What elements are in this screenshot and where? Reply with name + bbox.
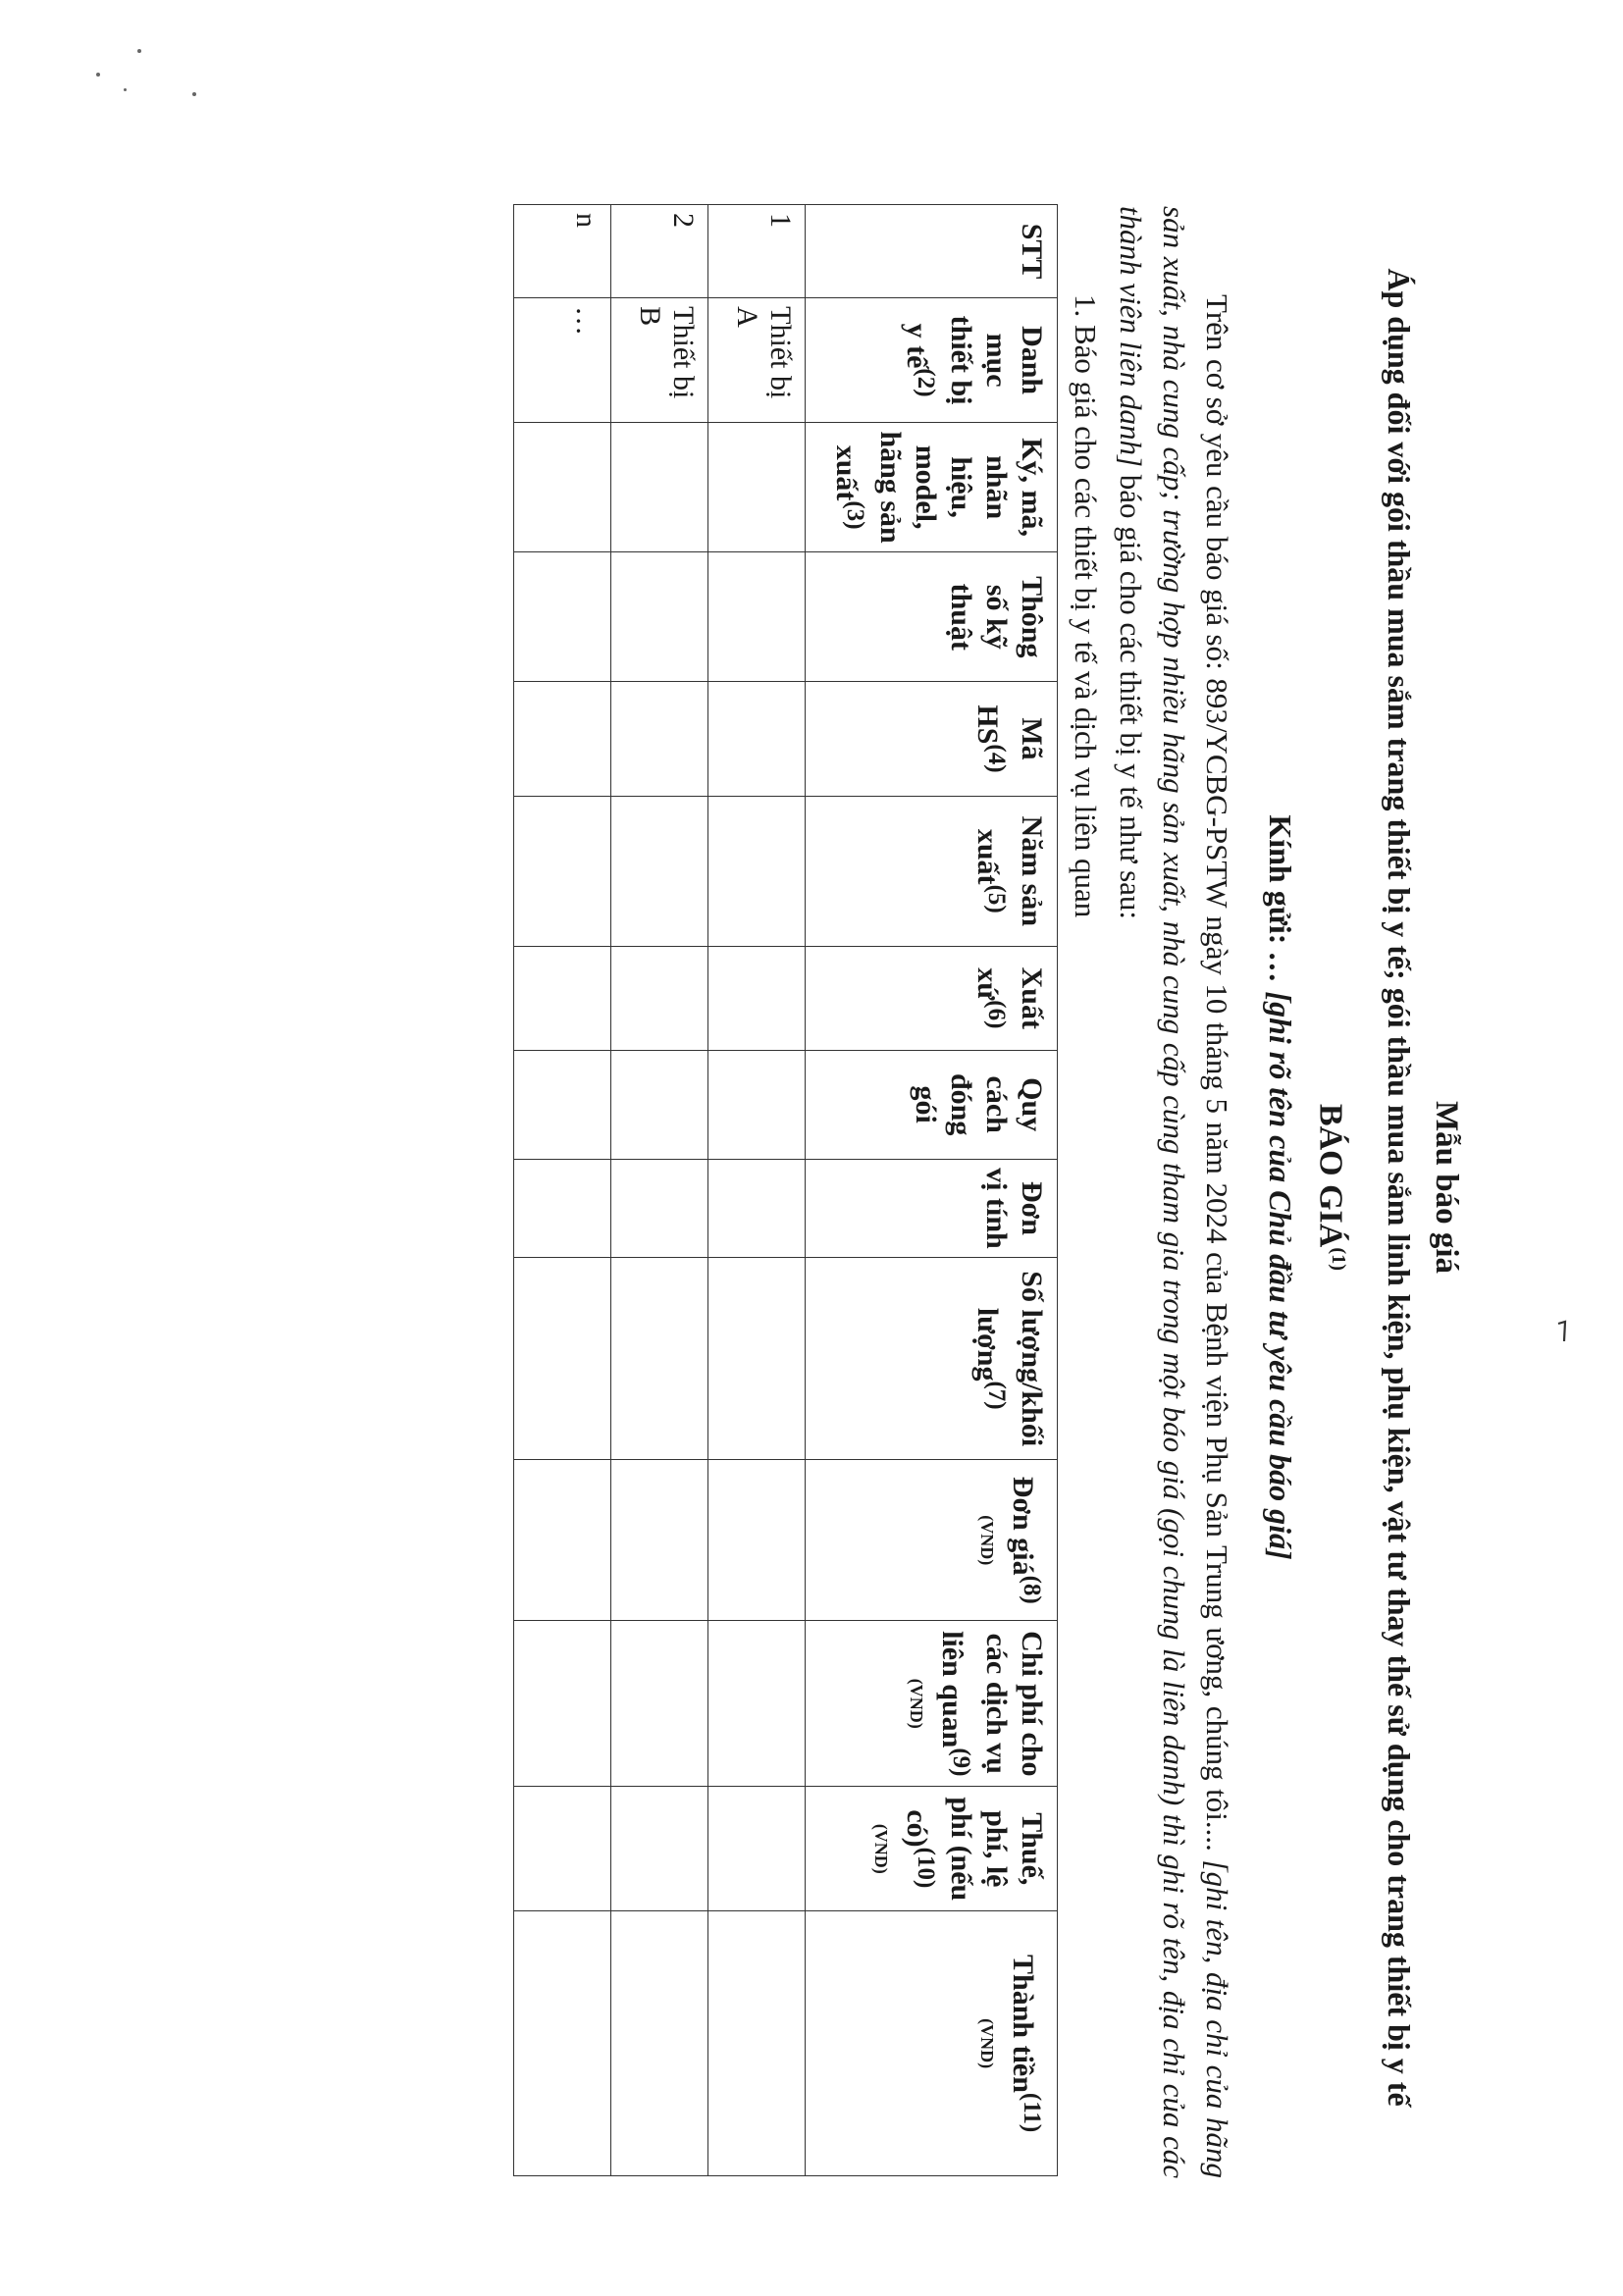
intro-paragraph: [1109, 206, 1238, 2178]
table-cell: [610, 1460, 707, 1621]
table-row: [707, 205, 805, 2176]
col-header-don-vi: Đơn vị tính: [805, 1159, 1057, 1257]
table-cell: [610, 946, 707, 1050]
recipient-line: [1262, 196, 1298, 2178]
table-cell: [707, 1050, 805, 1159]
col-header-stt: STT: [805, 205, 1057, 298]
table-cell: Thiết bị A: [707, 298, 805, 423]
table-cell: [610, 796, 707, 946]
table-cell: [707, 423, 805, 552]
table-cell: 1: [707, 205, 805, 298]
recipient-value: … [ghi rõ tên của Chủ đầu tư yêu cầu báo giá]: [1262, 952, 1298, 1560]
col-header-nam-san-xuat: Năm sản xuất$^{(5)}$: [805, 796, 1057, 946]
table-cell: [610, 1621, 707, 1787]
table-cell: [513, 552, 610, 682]
table-cell: [610, 1258, 707, 1460]
quotation-table: [513, 204, 1058, 2176]
table-cell: [707, 796, 805, 946]
table-cell: [610, 1050, 707, 1159]
table-cell: [513, 1621, 610, 1787]
table-cell: Thiết bị B: [610, 298, 707, 423]
table-cell: [513, 946, 610, 1050]
col-header-xuat-xu: Xuất xứ$^{(6)}$: [805, 946, 1057, 1050]
title-footnote-ref: (1): [1328, 1247, 1349, 1272]
table-cell: [513, 1460, 610, 1621]
col-header-quy-cach: Quy cách đóng gói: [805, 1050, 1057, 1159]
table-cell: n: [513, 205, 610, 298]
recipient-label: Kính gửi:: [1262, 814, 1298, 945]
table-cell: [707, 1911, 805, 2176]
table-cell: [707, 1460, 805, 1621]
table-cell: [513, 1159, 610, 1257]
table-header-row: [805, 205, 1057, 2176]
col-header-ma-hs: Mã HS$^{(4)}$: [805, 682, 1057, 796]
col-header-danh-muc: Danh mục thiết bị y tế$^{(2)}$: [805, 298, 1057, 423]
table-row: [513, 205, 610, 2176]
intro-text-italic: [ghi tên, địa chỉ của hãng sản xuất, nhà cung cấp; trường hợp nhiều hãng sản xuất, nhà cung cấp cùng tham gia trong một báo giá (gọi chung là liên danh) thì ghi rõ tên, địa chỉ của các thành viên liên danh]: [1113, 206, 1234, 2179]
table-cell: [610, 1787, 707, 1911]
col-header-thue-phi: Thuế, phí, lệ phí (nếu có)$^{(10)}$ (VND): [805, 1787, 1057, 1911]
table-cell: [513, 1787, 610, 1911]
table-cell: [513, 1911, 610, 2176]
rotated-page-content: [137, 196, 1472, 2178]
table-cell: [610, 1159, 707, 1257]
table-cell: [610, 1911, 707, 2176]
table-cell: [707, 1621, 805, 1787]
intro-text-end: báo giá cho các thiết bị y tế như sau:: [1113, 474, 1148, 920]
document-title: [1312, 196, 1349, 2178]
table-cell: [513, 1258, 610, 1460]
table-cell: [513, 1050, 610, 1159]
table-cell: [513, 682, 610, 796]
page-number-mark: [1555, 1320, 1569, 1343]
table-cell: [610, 552, 707, 682]
applies-to-line: Áp dụng đối với gói thầu mua sắm trang thiết bị y tế; gói thầu mua sắm linh kiện, phụ kiện, vật tư thay thế sử dụng cho trang thiết bị y tế: [1382, 268, 1417, 2107]
document-header: [1262, 196, 1464, 2178]
table-cell: [707, 1258, 805, 1460]
table-cell: [513, 796, 610, 946]
col-header-thanh-tien: Thành tiền$^{(11)}$ (VND): [805, 1911, 1057, 2176]
col-header-chi-phi: Chi phí cho các dịch vụ liên quan$^{(9)}$ (VND): [805, 1621, 1057, 1787]
col-header-thong-so: Thông số kỹ thuật: [805, 552, 1057, 682]
table-cell: 2: [610, 205, 707, 298]
title-text: BÁO GIÁ: [1312, 1103, 1349, 1248]
scan-specks: [88, 49, 206, 108]
col-header-don-gia: Đơn giá$^{(8)}$ (VND): [805, 1460, 1057, 1621]
table-cell: [707, 552, 805, 682]
table-cell: [513, 423, 610, 552]
form-name: Mẫu báo giá: [1429, 1100, 1464, 1275]
col-header-ky-ma: Ký, mã, nhãn hiệu, model, hãng sản xuất$^{(3)}$: [805, 423, 1057, 552]
table-cell: [707, 946, 805, 1050]
table-row: [610, 205, 707, 2176]
intro-text-start: Trên cơ sở yêu cầu báo giá số: 893/YCBG-PSTW ngày 10 tháng 5 năm 2024 của Bệnh viện Phụ Sản Trung ương, chúng tôi....: [1199, 294, 1234, 1852]
table-cell: [610, 423, 707, 552]
table-cell: [707, 1787, 805, 1911]
table-cell: [707, 682, 805, 796]
table-cell: [610, 682, 707, 796]
table-cell: …: [513, 298, 610, 423]
col-header-so-luong: Số lượng/khối lượng$^{(7)}$: [805, 1258, 1057, 1460]
table-cell: [707, 1159, 805, 1257]
section-1-title: 1. Báo giá cho các thiết bị y tế và dịch vụ liên quan: [1068, 294, 1103, 918]
